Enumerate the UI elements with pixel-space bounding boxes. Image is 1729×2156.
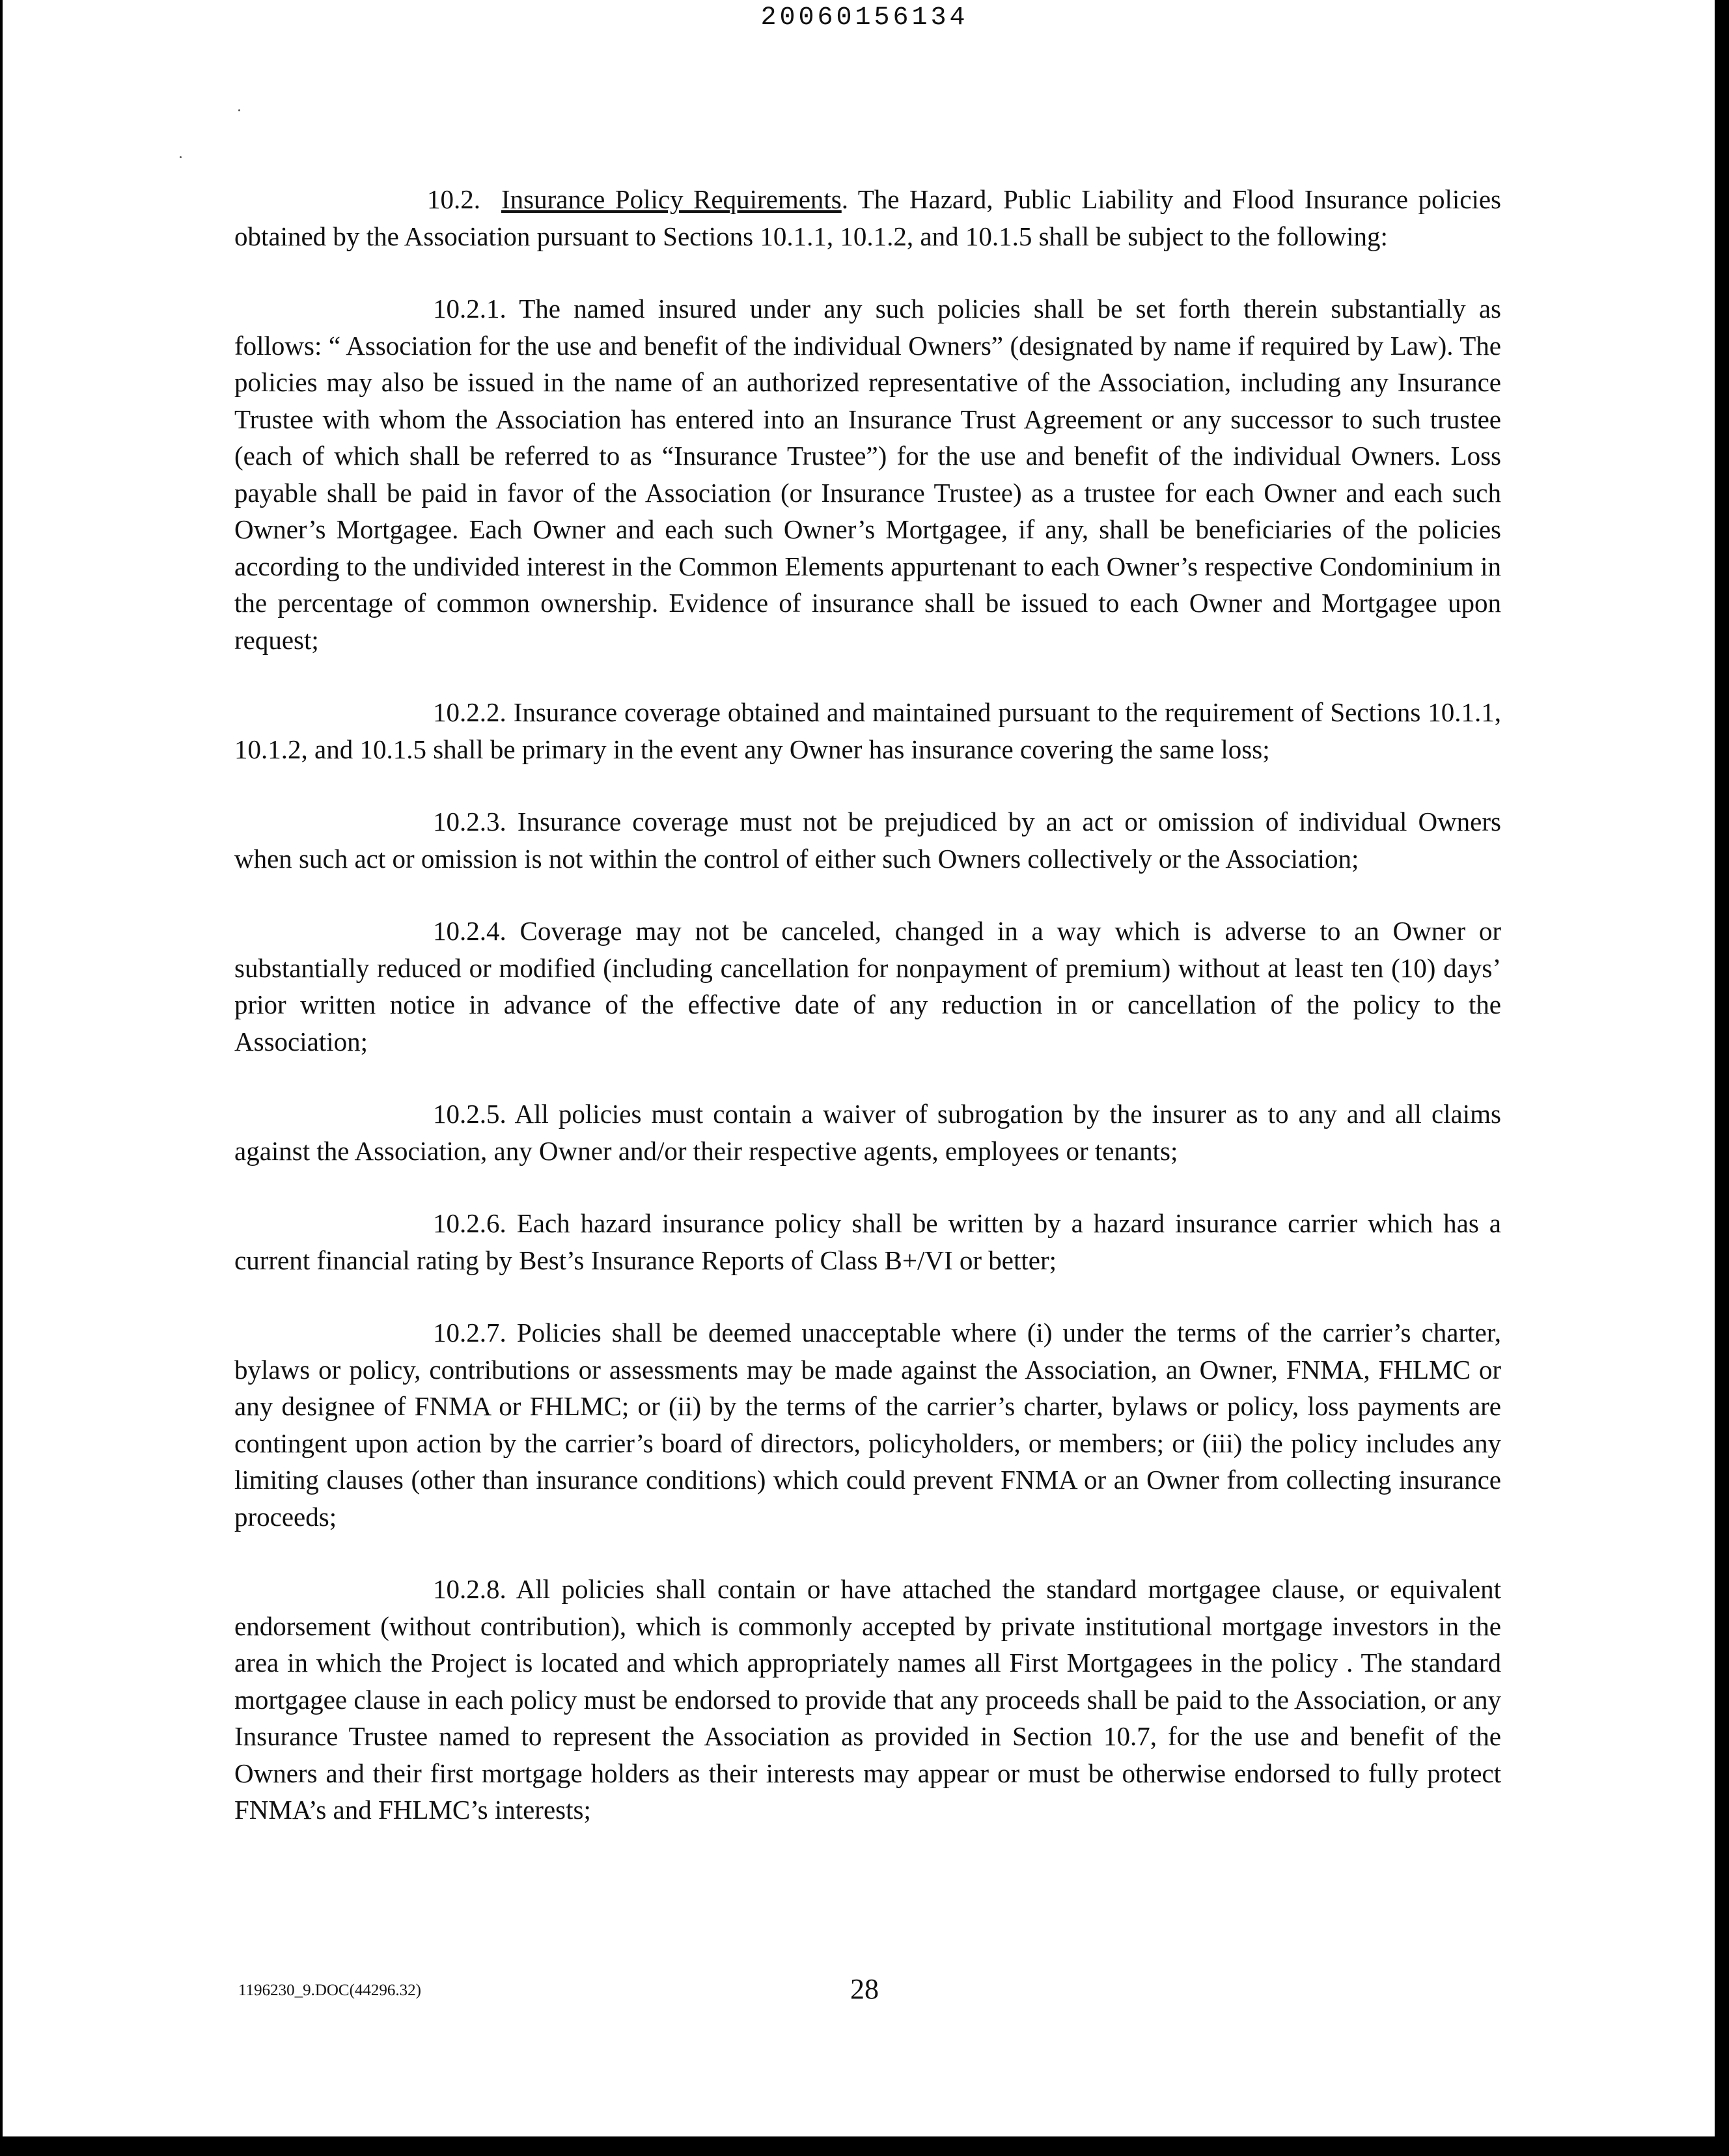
scan-speck <box>180 156 182 158</box>
scan-edge-right <box>1715 0 1729 2156</box>
section-intro <box>234 181 1501 255</box>
paragraph-10-2-3: 10.2.3. Insurance coverage must not be prejudiced by an act or omission of individual Owners when such act or omission is not within the control of either such Owners collectively or the Association; <box>234 807 1501 874</box>
paragraph-10-2-2: 10.2.2. Insurance coverage obtained and maintained pursuant to the requirement of Sections 10.1.1, 10.1.2, and 10.1.5 shall be primary in the event any Owner has insurance covering the same loss; <box>234 697 1501 764</box>
paragraph-10-2-6: 10.2.6. Each hazard insurance policy shall be written by a hazard insurance carrier which has a current financial rating by Best’s Insurance Reports of Class B+/VI or better; <box>234 1208 1501 1275</box>
document-body <box>234 181 1501 1864</box>
paragraph-10-2-1: 10.2.1. The named insured under any such policies shall be set forth therein substantially as follows: “ Association for the use and benefit of the individual Owners” (designated by name if required by Law). The policies may also be issued in the name of an authorized representative of the Association, including any Insurance Trustee with whom the Association has entered into an Insurance Trust Agreement or any successor to such trustee (each of which shall be referred to as “Insurance Trustee”) for the use and benefit of the individual Owners. Loss payable shall be paid in favor of the Association (or Insurance Trustee) as a trustee for each Owner and each such Owner’s Mortgagee. Each Owner and each such Owner’s Mortgagee, if any, shall be beneficiaries of the policies according to the undivided interest in the Common Elements appurtenant to each Owner’s respective Condominium in the percentage of common ownership. Evidence of insurance shall be issued to each Owner and Mortgagee upon request; <box>234 294 1501 655</box>
paragraph-10-2-4: 10.2.4. Coverage may not be canceled, changed in a way which is adverse to an Owner or substantially reduced or modified (including cancellation for nonpayment of premium) without at least ten (10) days’ prior written notice in advance of the effective date of any reduction in or cancellation of the policy to the Association; <box>234 916 1501 1057</box>
page-number: 28 <box>850 1973 879 2005</box>
section-number: 10.2. <box>427 184 480 214</box>
scan-edge-bottom <box>0 2136 1729 2156</box>
paragraph-10-2-7: 10.2.7. Policies shall be deemed unacceptable where (i) under the terms of the carrier’s charter, bylaws or policy, contributions or assessments may be made against the Association, an Owner, FNMA, FHLMC or any designee of FNMA or FHLMC; or (ii) by the terms of the carrier’s charter, bylaws or policy, loss payments are contingent upon action by the carrier’s board of directors, policyholders, or members; or (iii) the policy includes any limiting clauses (other than insurance conditions) which could prevent FNMA or an Owner from collecting insurance proceeds; <box>234 1318 1501 1532</box>
paragraph-10-2-5: 10.2.5. All policies must contain a waiver of subrogation by the insurer as to any and all claims against the Association, any Owner and/or their respective agents, employees or tenants; <box>234 1099 1501 1166</box>
section-heading: Insurance Policy Requirements <box>501 184 842 214</box>
footer-doc-reference: 1196230_9.DOC(44296.32) <box>238 1982 422 1999</box>
document-number: 20060156134 <box>760 3 969 33</box>
section-intro-text: . The Hazard, Public Liability and Flood Insurance policies obtained by the Association pursuant to Sections 10.1.1, 10.1.2, and 10.1.5 shall be subject to the following: <box>234 184 1501 251</box>
scan-edge-left <box>0 0 3 2156</box>
paragraph-10-2-8: 10.2.8. All policies shall contain or have attached the standard mortgagee clause, or equivalent endorsement (without contribution), which is commonly accepted by private institutional mortgage investors in the area in which the Project is located and which appropriately names all First Mortgagees in the policy . The standard mortgagee clause in each policy must be endorsed to provide that any proceeds shall be paid to the Association, or any Insurance Trustee named to represent the Association as provided in Section 10.7, for the use and benefit of the Owners and their first mortgage holders as their interests may appear or must be otherwise endorsed to fully protect FNMA’s and FHLMC’s interests; <box>234 1574 1501 1825</box>
scan-speck <box>238 109 240 111</box>
